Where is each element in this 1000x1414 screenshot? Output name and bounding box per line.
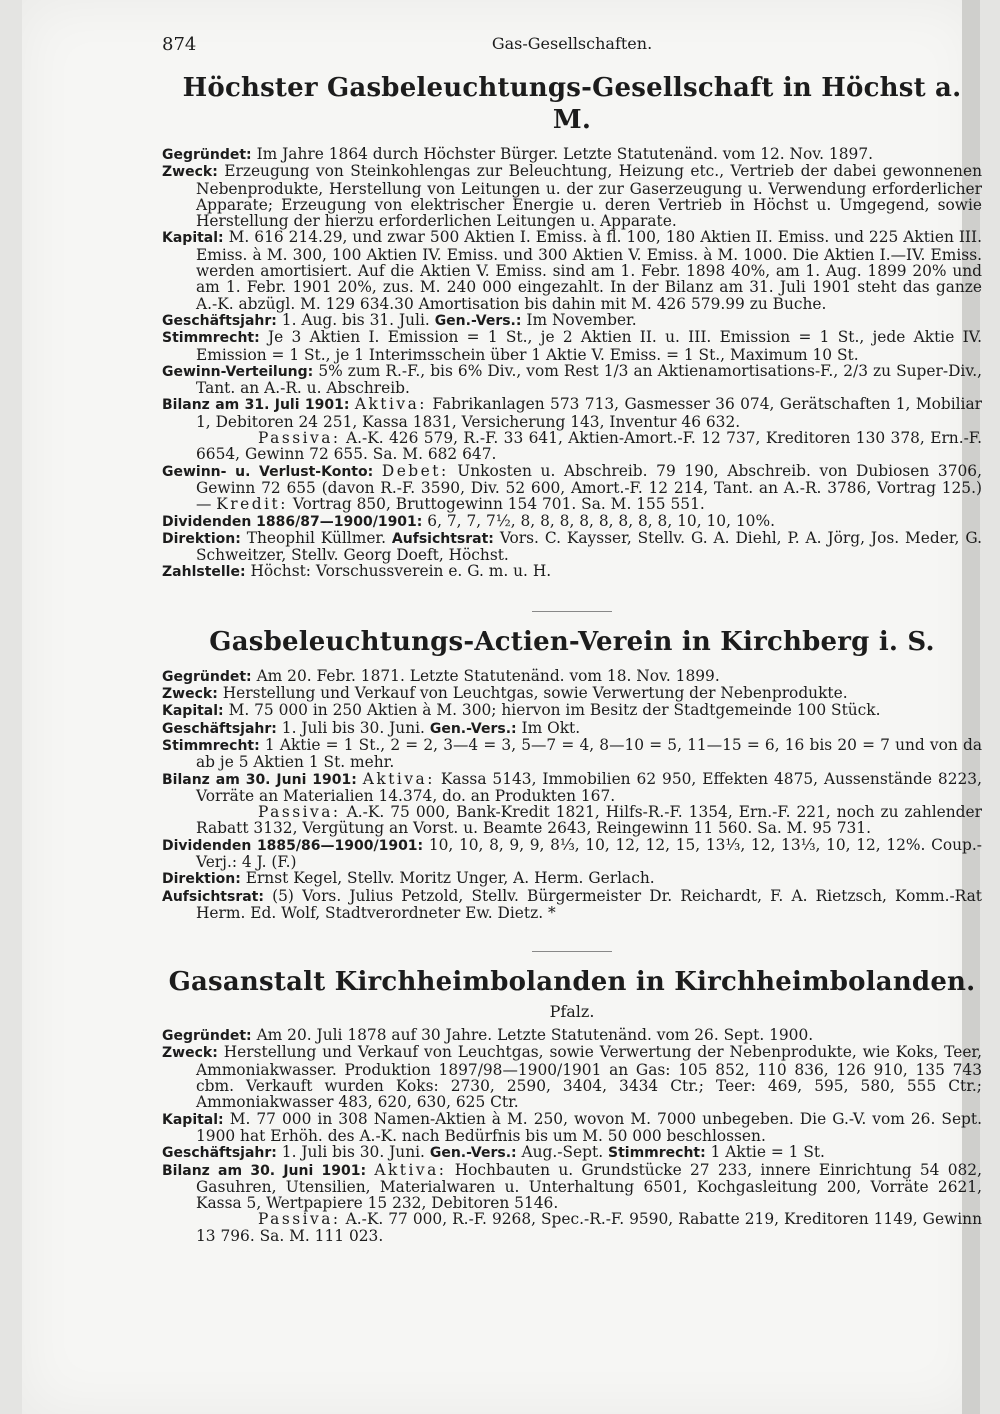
entry-subhead: Passiva: (258, 803, 341, 822)
entry-label: Geschäftsjahr: (162, 720, 277, 737)
entry-text: A.-K. 75 000, Bank-Kredit 1821, Hilfs-R.-F. 1354, Ern.-F. 221, noch zu zahlender Rabatt 3132, Vergütung an Vorst. u. Beamte 2643, Reingewinn 11 560. Sa. M. 95 731. (196, 803, 982, 838)
entry-text: Im Okt. (521, 718, 581, 737)
entry-label: Kapital: (162, 230, 224, 247)
entry-label: Gen.-Vers.: (429, 720, 517, 737)
page-content (162, 30, 982, 1244)
entry (162, 146, 982, 163)
entry-label: Direktion: (162, 530, 241, 547)
entry (162, 888, 982, 922)
entry-label: Stimmrecht: (162, 330, 260, 347)
entry (162, 720, 982, 737)
entry-text: Im Jahre 1864 durch Höchster Bürger. Letzte Statutenänd. vom 12. Nov. 1897. (256, 145, 873, 163)
entry-text: Herstellung und Verkauf von Leuchtgas, sowie Verwertung der Nebenprodukte, wie Koks, Teer, Ammoniakwasser. Produktion 1897/98—1900/1901 an Gas: 105 852, 110 836, 126 910, 135 743 cbm. Verkauft wurden Koks: 2730, 2590, 3404, 3434 Ctr.; Teer: 469, 595, 580, 555 Ctr.; Ammoniakwasser 483, 620, 630, 625 Ctr. (196, 1043, 982, 1112)
entry (162, 329, 982, 363)
page-number: 874 (162, 34, 197, 55)
entry-label: Stimmrecht: (162, 737, 260, 754)
entry (162, 312, 982, 329)
company-subtitle: Pfalz. (549, 1002, 595, 1022)
entry-text: 10, 10, 8, 9, 9, 8⅓, 10, 12, 12, 15, 13⅓, 12, 13⅓, 10, 12, 12%. Coup.-Verj.: 4 J. (F.) (196, 835, 982, 871)
entry (162, 163, 982, 229)
entry-label: Aufsichtsrat: (162, 888, 264, 905)
entry-text: M. 616 214.29, und zwar 500 Aktien I. Emiss. à fl. 100, 180 Aktien II. Emiss. und 225 Aktien III. Emiss. à M. 300, 100 Aktien IV. Emiss. und 300 Aktien V. Emiss. à M. 1000. Die Aktien I.—IV. Emiss. werden amortisiert. Auf die Aktien V. Emiss. sind am 1. Febr. 1898 40%, am 1. Aug. 1899 20% und am 1. Febr. 1901 20%, zus. M. 240 000 eingezahlt. In der Bilanz am 31. Juli 1901 steht das ganze A.-K. abzügl. M. 129 634.30 Amortisation bis dahin mit M. 426 579.99 zu Buche. (196, 228, 982, 313)
company-section (162, 966, 982, 1244)
entry-label: Zweck: (162, 686, 218, 703)
entry (162, 702, 982, 719)
entry (162, 870, 982, 887)
entry-label: Bilanz am 30. Juni 1901: (162, 1162, 367, 1179)
entry (162, 837, 982, 871)
entry-subhead: Passiva: (258, 429, 341, 448)
entry (162, 685, 982, 702)
company-section (162, 626, 982, 921)
passiva-entry (162, 804, 982, 837)
entry (162, 1027, 982, 1044)
entry (162, 771, 982, 805)
entry-label: Gen.-Vers.: (434, 312, 522, 329)
entry-label: Dividenden 1885/86—1900/1901: (162, 837, 424, 854)
entry-text: 1. Juli bis 30. Juni. (281, 718, 425, 737)
scanned-page (22, 0, 983, 1414)
entry-text: Am 20. Juli 1878 auf 30 Jahre. Letzte Statutenänd. vom 26. Sept. 1900. (256, 1026, 814, 1045)
entry (162, 1162, 982, 1212)
entry-text: 1. Aug. bis 31. Juli. (281, 310, 430, 329)
entry-text: 1 Aktie = 1 St. (710, 1143, 825, 1162)
entry-label: Gewinn- u. Verlust-Konto: (162, 463, 374, 480)
entry-label: Zahlstelle: (162, 564, 246, 581)
running-head (162, 30, 982, 58)
entry-text: A.-K. 77 000, R.-F. 9268, Spec.-R.-F. 9590, Rabatte 219, Kreditoren 1149, Gewinn 13 796. Sa. M. 111 023. (196, 1210, 982, 1245)
entry-text: Theophil Küllmer. (246, 528, 386, 547)
entry-text: Fabrikanlagen 573 713, Gasmesser 36 074, Gerätschaften 1, Mobiliar 1, Debitoren 24 251, Kassa 1831, Versicherung 143, Inventur 46 632. (196, 395, 983, 431)
entry-text: Hochbauten u. Grundstücke 27 233, innere Einrichtung 54 082, Gasuhren, Utensilien, Materialwaren u. Unterhaltung 6501, Kochgasleitung 200, Vorräte 2621, Kassa 5, Wertpapiere 15 232, Debitoren 5146. (196, 1160, 982, 1213)
entry-label: Zweck: (162, 164, 218, 181)
entry-label: Gen.-Vers.: (429, 1145, 517, 1162)
entry-text: Am 20. Febr. 1871. Letzte Statutenänd. vom 18. Nov. 1899. (256, 666, 720, 685)
entry-label: Stimmrecht: (608, 1145, 706, 1162)
entry-text: Erzeugung von Steinkohlengas zur Beleuchtung, Heizung etc., Vertrieb der dabei gewonnenen Nebenprodukte, Herstellung von Leitungen u. der zur Gaserzeugung u. Verwendung erforderlicher Apparate; Erzeugung von elektrischer Energie u. deren Vertrieb in Höchst u. Umgegend, sowie Herstellung der hierzu erforderlichen Leitungen u. Apparate. (196, 162, 982, 231)
entry-label: Dividenden 1886/87—1900/1901: (162, 513, 423, 530)
passiva-entry (162, 430, 982, 463)
entry-subhead: Debet: (381, 461, 449, 480)
entry-label: Bilanz am 31. Juli 1901: (162, 397, 350, 414)
passiva-entry (162, 1211, 982, 1244)
entry-text: Kassa 5143, Immobilien 62 950, Effekten 4875, Aussenstände 8223, Vorräte an Materialien 14.374, do. an Produkten 167. (196, 769, 982, 805)
entry-label: Aufsichtsrat: (391, 530, 494, 547)
entry-subhead: Passiva: (258, 1210, 341, 1229)
entry-text: Ernst Kegel, Stellv. Moritz Unger, A. Herm. Gerlach. (245, 869, 655, 888)
entry-label: Gegründet: (162, 668, 252, 685)
entry-text: (5) Vors. Julius Petzold, Stellv. Bürgermeister Dr. Reichardt, F. A. Rietzsch, Komm.-Rat Herm. Ed. Wolf, Stadtverordneter Ew. Dietz. * (196, 886, 982, 922)
entry-text: Vortrag 850, Bruttogewinn 154 701. Sa. M. 155 551. (292, 495, 705, 514)
entry-label: Kapital: (162, 1111, 224, 1128)
entry-label: Geschäftsjahr: (162, 1145, 277, 1162)
entry (162, 737, 982, 771)
running-title: Gas-Gesellschaften. (491, 34, 653, 53)
entry-text: Aug.-Sept. (521, 1143, 604, 1162)
entry-label: Direktion: (162, 871, 241, 888)
entry-text: Je 3 Aktien I. Emission = 1 St., je 2 Aktien II. u. III. Emission = 1 St., jede Aktie IV. Emission = 1 St., je 1 Interimsschein über 1 Aktie V. Emiss. = 1 St., Maximum 10 St. (196, 328, 982, 364)
entry-subhead: Aktiva: (374, 1160, 447, 1179)
entry-subhead: Aktiva: (362, 769, 435, 788)
entry-text: A.-K. 426 579, R.-F. 33 641, Aktien-Amort.-F. 12 737, Kreditoren 130 378, Ern.-F. 6654, Gewinn 72 655. Sa. M. 682 647. (196, 429, 982, 464)
section-divider (532, 951, 612, 952)
company-section (162, 72, 982, 581)
entry-text: Im November. (526, 310, 637, 329)
entry (162, 396, 982, 430)
entry-label: Gegründet: (162, 147, 252, 163)
entry (162, 513, 982, 530)
entry-text: M. 75 000 in 250 Aktien à M. 300; hiervon im Besitz der Stadtgemeinde 100 Stück. (228, 701, 881, 720)
entry-text: 6, 7, 7, 7½, 8, 8, 8, 8, 8, 8, 8, 8, 10, 10, 10%. (427, 511, 775, 530)
entry (162, 1144, 982, 1161)
entry (162, 363, 982, 397)
entry-text: 1 Aktie = 1 St., 2 = 2, 3—4 = 3, 5—7 = 4, 8—10 = 5, 11—15 = 6, 16 bis 20 = 7 und von da ab je 5 Aktien 1 St. mehr. (196, 735, 982, 772)
entry (162, 1111, 982, 1145)
entry-subhead: Aktiva: (354, 395, 427, 414)
entry-text: 1. Juli bis 30. Juni. (281, 1143, 425, 1162)
entry-label: Geschäftsjahr: (162, 312, 277, 329)
company-sections (162, 72, 982, 1244)
entry (162, 668, 982, 685)
entry (162, 563, 982, 580)
entry (162, 463, 982, 513)
entry-text: M. 77 000 in 308 Namen-Aktien à M. 250, wovon M. 7000 unbegeben. Die G.-V. vom 26. Sept. 1900 hat Erhöh. des A.-K. nach Bedürfnis bis um M. 50 000 beschlossen. (196, 1109, 982, 1145)
entry-label: Gewinn-Verteilung: (162, 363, 314, 380)
entry-text: Herstellung und Verkauf von Leuchtgas, sowie Verwertung der Nebenprodukte. (222, 684, 848, 703)
entry (162, 530, 982, 564)
section-divider (532, 611, 612, 612)
entry-text: Unkosten u. Abschreib. 79 190, Abschreib. von Dubiosen 3706, Gewinn 72 655 (davon R.-F. 3590, Div. 52 600, Amort.-F. 12 214, Tant. an A.-R. 3786, Vortrag 125.) — (196, 461, 982, 514)
entry-text: 5% zum R.-F., bis 6% Div., vom Rest 1/3 an Aktienamortisations-F., 2/3 zu Super-Div., Tant. an A.-R. u. Abschreib. (196, 361, 982, 398)
entry-text: Höchst: Vorschussverein e. G. m. u. H. (250, 562, 552, 581)
entry (162, 1044, 982, 1110)
entry-subhead: Kredit: (216, 495, 288, 514)
entry-label: Bilanz am 30. Juni 1901: (162, 771, 357, 788)
entry-text: Vors. C. Kaysser, Stellv. G. A. Diehl, P. A. Jörg, Jos. Meder, G. Schweitzer, Stellv. Georg Doeft, Höchst. (196, 528, 982, 565)
entry (162, 229, 982, 311)
entry-label: Kapital: (162, 703, 224, 720)
entry-label: Zweck: (162, 1045, 218, 1062)
entry-label: Gegründet: (162, 1028, 252, 1045)
company-title: Gasanstalt Kirchheimbolanden in Kirchheimbolanden. (168, 967, 976, 998)
company-title: Gasbeleuchtungs-Actien-Verein in Kirchberg i. S. (209, 626, 935, 657)
company-title: Höchster Gasbeleuchtungs-Gesellschaft in Höchst a. M. (182, 73, 962, 135)
